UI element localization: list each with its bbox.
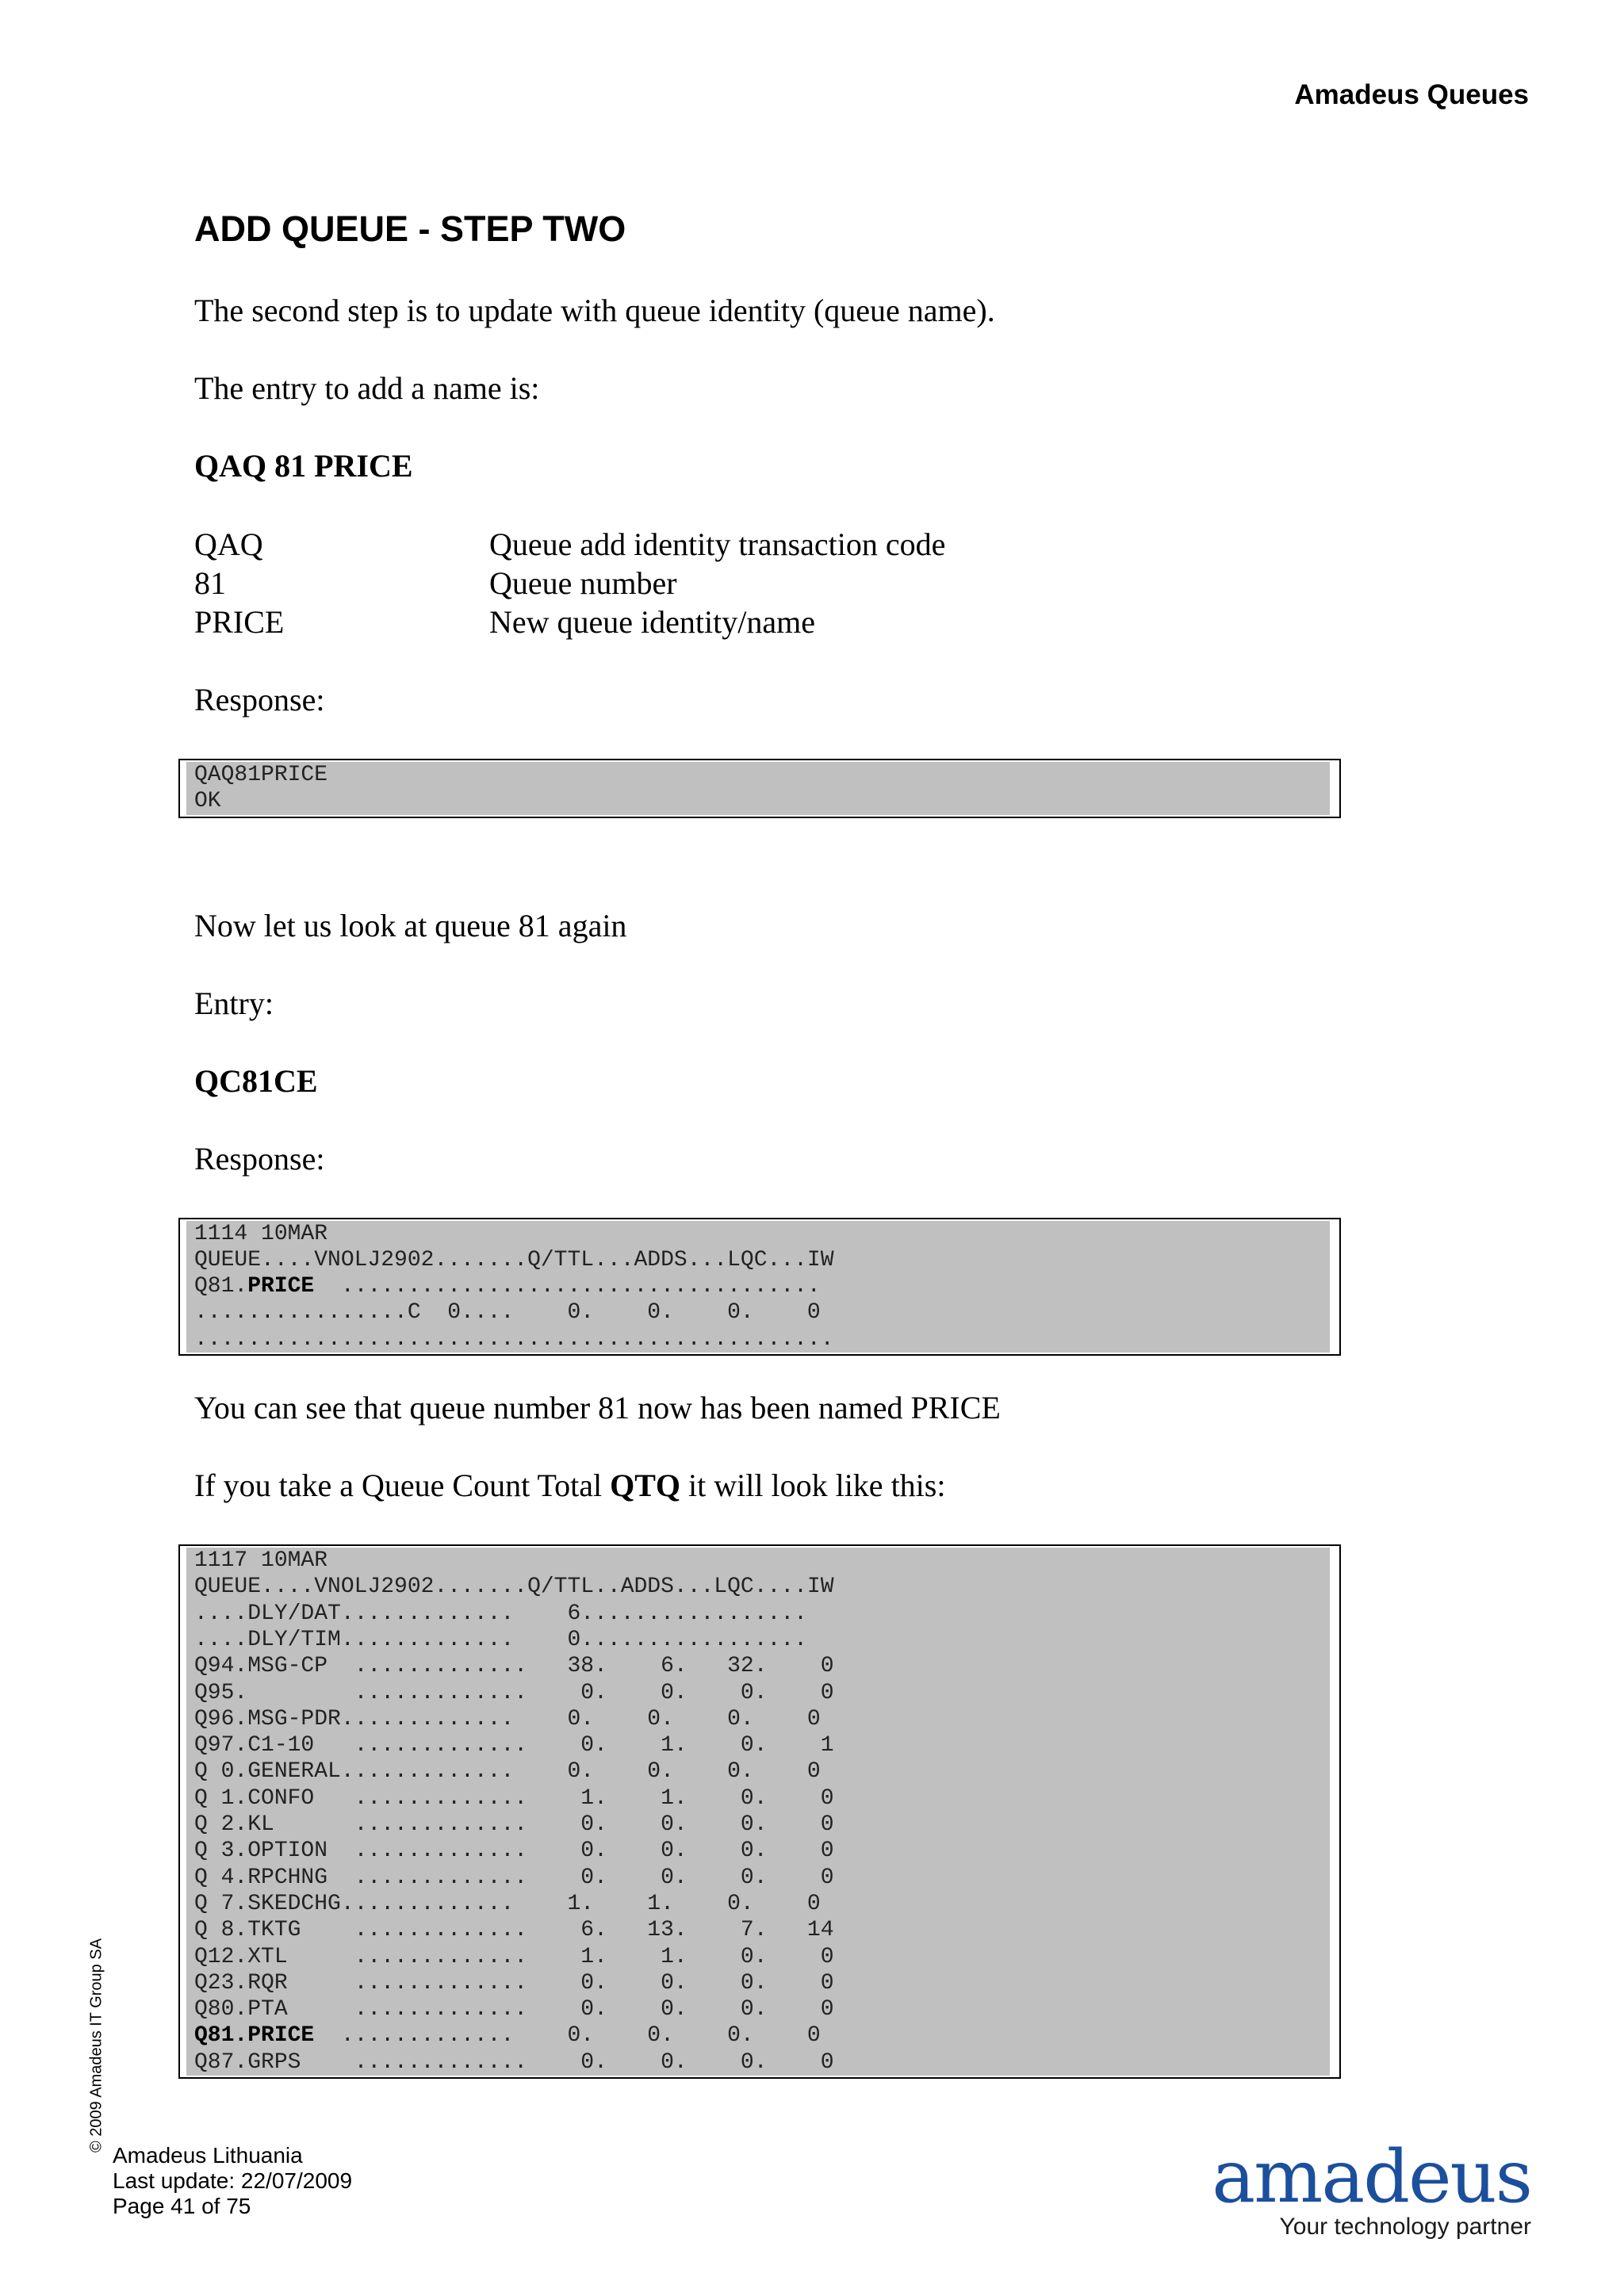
look-again-text: Now let us look at queue 81 again [194, 907, 627, 943]
logo-wordmark: amadeus [1212, 2134, 1531, 2219]
screen-line: OK [194, 789, 221, 814]
response-screen-qaq [178, 759, 1341, 818]
copyright-note: © 2009 Amadeus IT Group SA [87, 1938, 105, 2153]
page-footer [113, 2143, 352, 2219]
logo-tagline: Your technology partner [1279, 2214, 1531, 2240]
command-definitions [194, 525, 945, 641]
footer-page: Page 41 of 75 [113, 2194, 251, 2218]
screen-line: QUEUE....VNOLJ2902.......Q/TTL...ADDS...LQC...IW [194, 1247, 834, 1272]
response-label-2: Response: [194, 1140, 325, 1177]
screen-line: Q96.MSG-PDR............. 0. 0. 0. 0 [194, 1706, 821, 1732]
screen-text [186, 1548, 1330, 2076]
page-content [194, 208, 1400, 2112]
screen-line: ....DLY/TIM............. 0................. [194, 1627, 807, 1652]
screen-line: Q12.XTL ............. 1. 1. 0. 0 [194, 1944, 834, 1969]
screen-line: QUEUE....VNOLJ2902.......Q/TTL..ADDS...LQC....IW [194, 1575, 834, 1600]
screen-line: 1117 10MAR [194, 1548, 328, 1574]
screen-line: Q 7.SKEDCHG............. 1. 1. 0. 0 [194, 1891, 821, 1916]
screen-line: ................................................ [194, 1326, 834, 1352]
screen-line: ....DLY/DAT............. 6................. [194, 1601, 807, 1626]
qtq-prefix: If you take a Queue Count Total [194, 1468, 611, 1504]
screen-line [194, 1273, 1330, 1299]
screen-line: Q94.MSG-CP ............. 38. 6. 32. 0 [194, 1654, 834, 1679]
definition-desc: Queue number [489, 565, 677, 601]
screen-line: Q 1.CONFO ............. 1. 1. 0. 0 [194, 1785, 834, 1811]
definition-row [194, 525, 945, 564]
screen-text [186, 762, 1330, 815]
definition-row [194, 603, 945, 641]
queue-name: PRICE [247, 1274, 315, 1299]
response-screen-qc81 [178, 1218, 1341, 1356]
queue-dots: .................................... [314, 1274, 821, 1299]
definition-row [194, 564, 945, 603]
intro-text: The second step is to update with queue identity (queue name). [194, 293, 995, 328]
footer-company: Amadeus Lithuania [113, 2143, 303, 2168]
queue-counts: ............. 0. 0. 0. 0 [314, 2023, 821, 2049]
screen-line: Q 3.OPTION ............. 0. 0. 0. 0 [194, 1839, 834, 1864]
command-example-2: QC81CE [194, 1062, 318, 1099]
qtq-suffix: it will look like this: [680, 1468, 946, 1504]
qtq-command: QTQ [610, 1468, 681, 1504]
running-header: Amadeus Queues [1294, 79, 1529, 110]
screen-line: Q 8.TKTG ............. 6. 13. 7. 14 [194, 1918, 834, 1943]
screen-line: Q97.C1-10 ............. 0. 1. 0. 1 [194, 1733, 834, 1758]
screen-line: Q95. ............. 0. 0. 0. 0 [194, 1680, 834, 1705]
screen-line: Q80.PTA ............. 0. 0. 0. 0 [194, 1997, 834, 2022]
section-heading: ADD QUEUE - STEP TWO [194, 209, 626, 249]
entry-label: Entry: [194, 985, 274, 1021]
screen-line: Q23.RQR ............. 0. 0. 0. 0 [194, 1970, 834, 1996]
command-example: QAQ 81 PRICE [194, 448, 413, 484]
named-text: You can see that queue number 81 now has been named PRICE [194, 1390, 1001, 1426]
definition-code: 81 [194, 565, 226, 601]
screen-line: Q87.GRPS ............. 0. 0. 0. 0 [194, 2049, 834, 2075]
screen-line-highlighted [194, 2022, 1330, 2049]
screen-line: 1114 10MAR [194, 1221, 328, 1246]
qtq-text [194, 1467, 1400, 1505]
screen-line: Q 2.KL ............. 0. 0. 0. 0 [194, 1812, 834, 1838]
screen-text [186, 1221, 1330, 1353]
amadeus-logo [1212, 2134, 1534, 2244]
screen-line: QAQ81PRICE [194, 763, 328, 787]
screen-line: ................C 0.... 0. 0. 0. 0 [194, 1300, 821, 1326]
screen-line: Q 0.GENERAL............. 0. 0. 0. 0 [194, 1759, 821, 1785]
entry-intro-text: The entry to add a name is: [194, 370, 540, 406]
queue-name: Q81.PRICE [194, 2023, 315, 2049]
response-screen-qtq [178, 1544, 1341, 2079]
definition-code: QAQ [194, 526, 263, 562]
definition-code: PRICE [194, 604, 285, 640]
definition-desc: Queue add identity transaction code [489, 526, 946, 562]
screen-line: Q 4.RPCHNG ............. 0. 0. 0. 0 [194, 1865, 834, 1890]
definition-desc: New queue identity/name [489, 604, 815, 640]
response-label: Response: [194, 682, 325, 718]
footer-update: Last update: 22/07/2009 [113, 2168, 353, 2193]
queue-prefix: Q81. [194, 1274, 248, 1299]
